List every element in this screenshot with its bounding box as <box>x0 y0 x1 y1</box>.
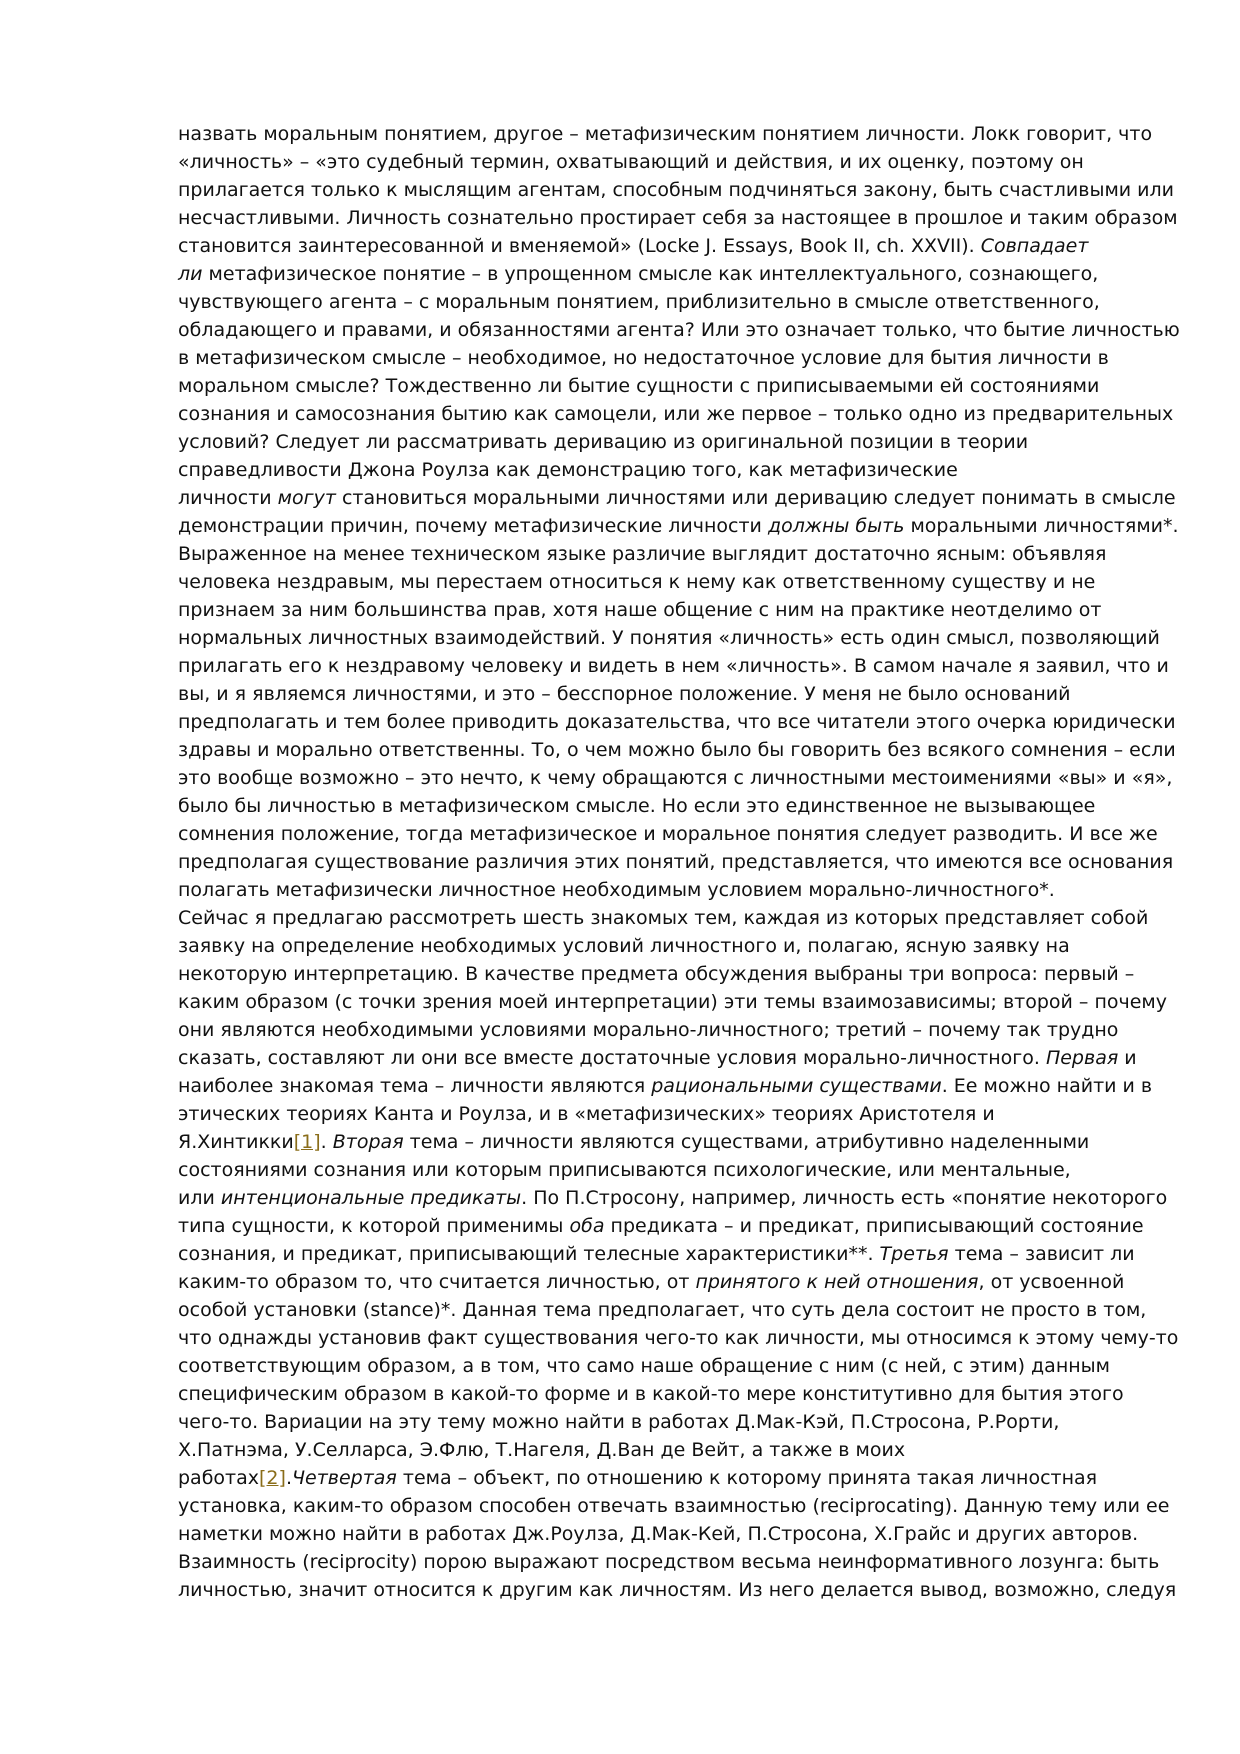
text-segment: предиката – и предикат, приписывающий состояние <box>604 1215 1144 1237</box>
text-line <box>178 904 1163 932</box>
text-line <box>178 1240 1163 1268</box>
text-segment: специфическим образом в какой-то форме и в какой-то мере конститутивно для бытия этого <box>178 1383 1124 1405</box>
italic-text: Четвертая <box>291 1467 397 1489</box>
text-line <box>178 400 1174 428</box>
text-segment: было бы личностью в метафизическом смысле. Но если это единственное не вызывающее <box>178 795 1096 817</box>
text-segment: они являются необходимыми условиями морально-личностного; третий – почему так трудно <box>178 1019 1119 1041</box>
italic-text: Совпадает <box>980 235 1089 257</box>
text-line <box>178 1212 1163 1240</box>
italic-text: рациональными существами <box>651 1075 942 1097</box>
text-segment: чего-то. Вариации на эту тему можно найти в работах Д.Мак-Кэй, П.Стросона, Р.Рорти, <box>178 1411 1060 1433</box>
text-segment: особой установки (stance)*. Данная тема предполагает, что суть дела состоит не просто в том, <box>178 1299 1147 1321</box>
text-segment: признаем за ним большинства прав, хотя наше общение с ним на практике неотделимо от <box>178 599 1102 621</box>
text-line <box>178 624 1163 652</box>
text-line <box>178 1072 1163 1100</box>
text-line <box>178 1492 1170 1520</box>
text-segment: личностью, значит относится к другим как личностям. Из него делается вывод, возможно, следуя <box>178 1579 1177 1601</box>
text-line <box>178 1436 1163 1464</box>
text-segment: вы, и я являемся личностями, и это – бесспорное положение. У меня не было оснований <box>178 683 1071 705</box>
text-segment: предполагая существование различия этих понятий, представляется, что имеются все основания <box>178 851 1174 873</box>
italic-text: могут <box>277 487 336 509</box>
text-line <box>178 1100 1163 1128</box>
text-segment: Сейчас я предлагаю рассмотреть шесть знакомых тем, каждая из которых представляет собой <box>178 907 1149 929</box>
text-line <box>178 1352 1163 1380</box>
text-segment: что однажды установив факт существования чего-то как личности, мы относимся к этому чему-то <box>178 1327 1179 1349</box>
text-segment: . <box>285 1467 292 1489</box>
text-line <box>178 988 1167 1016</box>
text-segment: «личность» – «это судебный термин, охватывающий и действия, и их оценку, поэтому он <box>178 151 1084 173</box>
text-segment: условий? Следует ли рассматривать деривацию из оригинальной позиции в теории <box>178 431 1029 453</box>
text-segment: человека нездравым, мы перестаем относиться к нему как ответственному существу и не <box>178 571 1096 593</box>
text-line <box>178 680 1163 708</box>
text-line <box>178 148 1163 176</box>
text-line <box>178 176 1175 204</box>
text-line <box>178 1380 1163 1408</box>
italic-text: Третья <box>879 1243 949 1265</box>
text-segment: наиболее знакомая тема – личности являются <box>178 1075 652 1097</box>
text-line <box>178 1044 1163 1072</box>
text-line <box>178 876 1163 904</box>
text-line <box>178 708 1176 736</box>
text-segment: это вообще возможно – это нечто, к чему обращаются с личностными местоимениями «вы» и «я», <box>178 767 1173 789</box>
text-segment: . <box>320 1131 333 1153</box>
text-line <box>178 1324 1179 1352</box>
text-segment: каким образом (с точки зрения моей интерпретации) эти темы взаимозависимы; второй – почему <box>178 991 1167 1013</box>
text-segment: прилагается только к мыслящим агентам, способным подчиняться закону, быть счастливыми или <box>178 179 1175 201</box>
text-segment: становиться моральными личностями или деривацию следует понимать в смысле <box>335 487 1176 509</box>
footnote-link[interactable]: [1] <box>293 1131 321 1153</box>
text-line <box>178 1268 1163 1296</box>
text-segment: . Ее можно найти и в <box>941 1075 1153 1097</box>
text-line <box>178 596 1163 624</box>
text-segment: сомнения положение, тогда метафизическое и моральное понятия следует разводить. И все же <box>178 823 1158 845</box>
text-segment: тема – личности являются существами, атрибутивно наделенными <box>403 1131 1090 1153</box>
text-line <box>178 568 1163 596</box>
text-segment: некоторую интерпретацию. В качестве предмета обсуждения выбраны три вопроса: первый – <box>178 963 1135 985</box>
text-segment: установка, каким-то образом способен отвечать взаимностью (reciprocating). Данную тему или ее <box>178 1495 1170 1517</box>
italic-text: ли <box>178 263 203 285</box>
italic-text: Вторая <box>332 1131 404 1153</box>
text-line <box>178 652 1169 680</box>
italic-text: должны быть <box>767 515 905 537</box>
text-segment: наметки можно найти в работах Дж.Роулза, Д.Мак-Кей, П.Стросона, Х.Грайс и других авторов. <box>178 1523 1139 1545</box>
text-segment: Выраженное на менее техническом языке различие выглядит достаточно ясным: объявляя <box>178 543 1107 565</box>
text-line <box>178 820 1163 848</box>
footnote-link[interactable]: [2] <box>259 1467 286 1489</box>
text-segment: моральном смысле? Тождественно ли бытие сущности с приписываемыми ей состояниями <box>178 375 1100 397</box>
text-segment: каким-то образом то, что считается личностью, от <box>178 1271 696 1293</box>
text-line <box>178 316 1180 344</box>
text-line <box>178 540 1163 568</box>
text-line <box>178 512 1179 540</box>
text-line <box>178 764 1173 792</box>
text-segment: работах <box>178 1467 260 1489</box>
text-segment: сознания и самосознания бытию как самоцели, или же первое – только одно из предварительных <box>178 403 1174 425</box>
text-segment: и <box>1118 1047 1137 1069</box>
text-segment: тема – зависит ли <box>948 1243 1135 1265</box>
text-segment: моральными личностями*. <box>904 515 1179 537</box>
text-segment: демонстрации причин, почему метафизические личности <box>178 515 768 537</box>
text-segment: Х.Патнэма, У.Селларса, Э.Флю, Т.Нагеля, Д.Ван де Вейт, а также в моих <box>178 1439 906 1461</box>
text-line <box>178 1128 1163 1156</box>
text-line <box>178 932 1163 960</box>
text-line <box>178 456 1163 484</box>
text-line <box>178 1156 1163 1184</box>
text-line <box>178 1548 1163 1576</box>
text-segment: становится заинтересованной и вменяемой» (Locke J. Essays, Book II, ch. XXVII). <box>178 235 981 257</box>
italic-text: Первая <box>1045 1047 1119 1069</box>
text-line <box>178 1296 1163 1324</box>
text-segment: , от усвоенной <box>978 1271 1125 1293</box>
text-line <box>178 1464 1163 1492</box>
text-segment: сознания, и предикат, приписывающий телесные характеристики**. <box>178 1243 880 1265</box>
text-segment: сказать, составляют ли они все вместе достаточные условия морально-личностного. <box>178 1047 1046 1069</box>
text-segment: здравы и морально ответственны. То, о чем можно было бы говорить без всякого сомнения – если <box>178 739 1176 761</box>
text-segment: прилагать его к нездравому человеку и видеть в нем «личность». В самом начале я заявил, что и <box>178 655 1169 677</box>
text-line <box>178 1576 1177 1604</box>
text-line <box>178 1408 1163 1436</box>
text-segment: метафизическое понятие – в упрощенном смысле как интеллектуального, сознающего, <box>202 263 1099 285</box>
text-line <box>178 1184 1168 1212</box>
text-line <box>178 260 1163 288</box>
text-segment: личности <box>178 487 278 509</box>
text-line <box>178 848 1174 876</box>
text-segment: этических теориях Канта и Роулза, и в «метафизических» теориях Аристотеля и <box>178 1103 995 1125</box>
document-page <box>178 120 1180 1604</box>
text-segment: состояниями сознания или которым приписываются психологические, или ментальные, <box>178 1159 1071 1181</box>
italic-text: интенциональные предикаты <box>220 1187 522 1209</box>
text-segment: заявку на определение необходимых условий личностного и, полагаю, ясную заявку на <box>178 935 1070 957</box>
text-segment: справедливости Джона Роулза как демонстрацию того, как метафизические <box>178 459 958 481</box>
text-line <box>178 204 1178 232</box>
text-segment: полагать метафизически личностное необходимым условием морально-личностного*. <box>178 879 1055 901</box>
text-line <box>178 792 1163 820</box>
text-segment: или <box>178 1187 221 1209</box>
text-segment: обладающего и правами, и обязанностями агента? Или это означает только, что бытие личностью <box>178 319 1180 341</box>
text-segment: тема – объект, по отношению к которому принята такая личностная <box>396 1467 1098 1489</box>
text-line <box>178 736 1176 764</box>
text-line <box>178 960 1163 988</box>
text-segment: Взаимность (reciprocity) порою выражают посредством весьма неинформативного лозунга: быть <box>178 1551 1160 1573</box>
text-line <box>178 288 1163 316</box>
text-segment: несчастливыми. Личность сознательно простирает себя за настоящее в прошлое и таким образом <box>178 207 1178 229</box>
text-line <box>178 428 1163 456</box>
text-segment: чувствующего агента – с моральным понятием, приблизительно в смысле ответственного, <box>178 291 1100 313</box>
text-line <box>178 484 1176 512</box>
italic-text: принятого к ней отношения <box>695 1271 979 1293</box>
text-line <box>178 1520 1163 1548</box>
italic-text: оба <box>569 1215 605 1237</box>
text-segment: в метафизическом смысле – необходимое, но недостаточное условие для бытия личности в <box>178 347 1109 369</box>
text-segment: типа сущности, к которой применимы <box>178 1215 570 1237</box>
text-segment: назвать моральным понятием, другое – метафизическим понятием личности. Локк говорит, что <box>178 123 1153 145</box>
text-segment: . По П.Стросону, например, личность есть «понятие некоторого <box>521 1187 1168 1209</box>
text-segment: соответствующим образом, а в том, что само наше обращение с ним (с ней, с этим) данным <box>178 1355 1110 1377</box>
text-line <box>178 232 1163 260</box>
text-line <box>178 1016 1163 1044</box>
text-line <box>178 344 1163 372</box>
text-segment: Я.Хинтикки <box>178 1131 294 1153</box>
text-segment: нормальных личностных взаимодействий. У понятия «личность» есть один смысл, позволяющий <box>178 627 1160 649</box>
text-segment: предполагать и тем более приводить доказательства, что все читатели этого очерка юридически <box>178 711 1176 733</box>
text-line <box>178 120 1163 148</box>
text-line <box>178 372 1163 400</box>
